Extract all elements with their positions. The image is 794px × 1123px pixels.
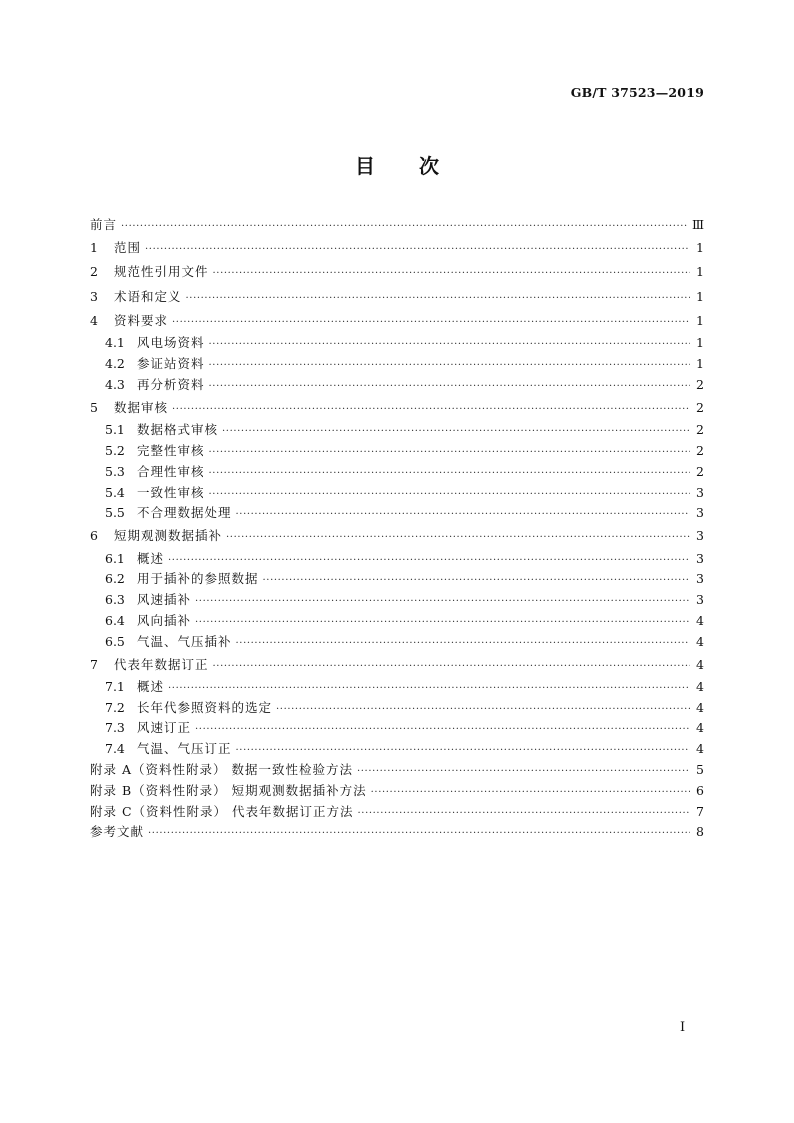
toc-entry[interactable] [90, 441, 704, 462]
toc-entry-title: 气温、气压插补 [137, 633, 232, 649]
toc-title-part2: 次 [419, 154, 439, 178]
toc-entry-number: 5.1 [105, 422, 125, 438]
toc-entry-title: 附录 B（资料性附录） 短期观测数据插补方法 [90, 782, 367, 798]
toc-dot-leader [148, 824, 690, 845]
toc-entry-page: 3 [696, 550, 704, 566]
toc-entry-title: 术语和定义 [114, 288, 182, 304]
toc-entry-page: 2 [696, 442, 704, 458]
toc-title [0, 150, 794, 179]
toc-dot-leader [172, 398, 690, 422]
toc-entry-number: 5 [90, 399, 98, 415]
toc-entry[interactable] [90, 590, 704, 611]
toc-entry-number: 6.1 [105, 550, 125, 566]
toc-entry[interactable] [90, 333, 704, 354]
toc-entry-number: 1 [90, 239, 98, 255]
toc-entry-page: 1 [696, 356, 704, 372]
toc-entry-title: 代表年数据订正 [114, 656, 209, 672]
toc-dot-leader [121, 217, 688, 238]
toc-list [90, 215, 704, 843]
toc-entry-number: 7.4 [105, 741, 125, 757]
toc-entry-title: 风速订正 [137, 720, 192, 736]
toc-entry-title: 完整性审核 [137, 442, 205, 458]
toc-dot-leader [226, 526, 690, 550]
toc-dot-leader [195, 613, 690, 634]
toc-dot-leader [209, 377, 690, 398]
toc-entry[interactable] [90, 215, 704, 236]
toc-entry-title: 附录 C（资料性附录） 代表年数据订正方法 [90, 803, 354, 819]
toc-entry-title: 资料要求 [114, 312, 169, 328]
toc-entry-title: 风速插补 [137, 592, 192, 608]
toc-entry[interactable] [90, 698, 704, 719]
toc-dot-leader [371, 783, 690, 804]
toc-entry-page: 1 [696, 264, 704, 280]
toc-entry-number: 4 [90, 312, 98, 328]
toc-entry-title: 范围 [114, 239, 142, 255]
toc-entry-number: 4.1 [105, 335, 125, 351]
toc-entry-page: 3 [696, 484, 704, 500]
toc-entry-page: 2 [696, 422, 704, 438]
toc-dot-leader [263, 571, 690, 592]
toc-entry-title: 短期观测数据插补 [114, 528, 223, 544]
page-number: I [680, 1020, 686, 1035]
toc-entry-page: 1 [696, 288, 704, 304]
toc-dot-leader [209, 356, 690, 377]
toc-entry-page: 3 [696, 528, 704, 544]
toc-dot-leader [209, 485, 690, 506]
toc-dot-leader [236, 634, 690, 655]
toc-entry-page: 1 [696, 239, 704, 255]
toc-entry-page: 2 [696, 376, 704, 392]
toc-entry-page: 1 [696, 312, 704, 328]
toc-entry-number: 5.5 [105, 505, 125, 521]
toc-entry[interactable] [90, 462, 704, 483]
toc-entry-title: 再分析资料 [137, 376, 205, 392]
standard-number: GB/T 37523—2019 [570, 85, 704, 100]
toc-entry[interactable] [90, 354, 704, 375]
toc-dot-leader [236, 741, 690, 762]
toc-entry-page: 7 [696, 803, 704, 819]
toc-dot-leader [276, 700, 690, 721]
toc-entry-page: Ⅲ [691, 217, 704, 232]
toc-entry-number: 6 [90, 528, 98, 544]
toc-entry[interactable] [90, 611, 704, 632]
toc-entry[interactable] [90, 285, 704, 309]
toc-entry-page: 4 [696, 699, 704, 715]
toc-entry[interactable] [90, 236, 704, 260]
toc-entry-title: 不合理数据处理 [137, 505, 232, 521]
toc-entry-number: 6.3 [105, 592, 125, 608]
toc-entry-title: 长年代参照资料的选定 [137, 699, 273, 715]
toc-entry-page: 3 [696, 571, 704, 587]
toc-entry-title: 风电场资料 [137, 335, 205, 351]
toc-entry-page: 2 [696, 463, 704, 479]
toc-entry[interactable] [90, 549, 704, 570]
toc-entry-title: 数据格式审核 [137, 422, 219, 438]
toc-dot-leader [222, 422, 690, 443]
toc-entry-title: 参考文献 [90, 824, 145, 840]
toc-entry-number: 7 [90, 656, 98, 672]
toc-entry-title: 风向插补 [137, 612, 192, 628]
toc-entry-page: 4 [696, 633, 704, 649]
toc-entry-number: 6.4 [105, 612, 125, 628]
toc-entry-number: 7.1 [105, 678, 125, 694]
toc-entry-page: 1 [696, 335, 704, 351]
toc-entry-page: 4 [696, 720, 704, 736]
toc-entry-number: 7.3 [105, 720, 125, 736]
toc-dot-leader [209, 335, 690, 356]
toc-entry[interactable] [90, 677, 704, 698]
toc-dot-leader [168, 551, 690, 572]
toc-entry-number: 4.3 [105, 376, 125, 392]
toc-dot-leader [209, 443, 690, 464]
toc-entry-page: 2 [696, 399, 704, 415]
toc-entry-number: 5.3 [105, 463, 125, 479]
toc-entry-page: 4 [696, 656, 704, 672]
toc-entry-number: 5.4 [105, 484, 125, 500]
toc-entry-page: 4 [696, 741, 704, 757]
toc-entry[interactable] [90, 260, 704, 284]
toc-entry-title: 一致性审核 [137, 484, 205, 500]
toc-entry-title: 数据审核 [114, 399, 169, 415]
toc-entry[interactable] [90, 483, 704, 504]
toc-entry[interactable] [90, 375, 704, 396]
toc-dot-leader [168, 679, 690, 700]
toc-entry[interactable] [90, 309, 704, 333]
toc-dot-leader [358, 804, 690, 825]
toc-entry-title: 用于插补的参照数据 [137, 571, 259, 587]
toc-entry[interactable] [90, 760, 704, 781]
toc-entry[interactable] [90, 396, 704, 420]
toc-entry[interactable] [90, 524, 704, 548]
toc-dot-leader [213, 655, 690, 679]
toc-dot-leader [145, 238, 690, 262]
toc-entry[interactable] [90, 822, 704, 843]
toc-dot-leader [213, 262, 690, 286]
toc-entry[interactable] [90, 718, 704, 739]
toc-entry-title: 前言 [90, 217, 118, 232]
toc-dot-leader [357, 762, 690, 783]
toc-dot-leader [195, 592, 690, 613]
toc-entry[interactable] [90, 569, 704, 590]
toc-entry-number: 6.5 [105, 633, 125, 649]
toc-entry-number: 3 [90, 288, 98, 304]
toc-entry-number: 5.2 [105, 442, 125, 458]
toc-entry-title: 概述 [137, 678, 165, 694]
toc-entry-number: 7.2 [105, 699, 125, 715]
toc-entry-page: 4 [696, 612, 704, 628]
toc-title-part1: 目 [355, 154, 375, 178]
toc-entry-title: 参证站资料 [137, 356, 205, 372]
toc-entry-page: 3 [696, 505, 704, 521]
toc-entry[interactable] [90, 781, 704, 802]
toc-entry-title: 概述 [137, 550, 165, 566]
toc-entry[interactable] [90, 653, 704, 677]
toc-entry[interactable] [90, 420, 704, 441]
toc-entry[interactable] [90, 802, 704, 823]
toc-dot-leader [186, 287, 690, 311]
toc-entry-page: 8 [696, 824, 704, 840]
toc-entry[interactable] [90, 739, 704, 760]
toc-entry-number: 2 [90, 264, 98, 280]
toc-dot-leader [172, 311, 690, 335]
toc-entry[interactable] [90, 632, 704, 653]
toc-entry-title: 附录 A（资料性附录） 数据一致性检验方法 [90, 762, 353, 778]
toc-entry-title: 合理性审核 [137, 463, 205, 479]
toc-dot-leader [195, 720, 690, 741]
toc-entry[interactable] [90, 503, 704, 524]
toc-entry-page: 5 [696, 762, 704, 778]
toc-dot-leader [209, 464, 690, 485]
toc-entry-page: 6 [696, 782, 704, 798]
toc-entry-title: 规范性引用文件 [114, 264, 209, 280]
toc-entry-number: 6.2 [105, 571, 125, 587]
toc-entry-page: 4 [696, 678, 704, 694]
toc-dot-leader [236, 505, 690, 526]
toc-entry-number: 4.2 [105, 356, 125, 372]
toc-entry-title: 气温、气压订正 [137, 741, 232, 757]
toc-entry-page: 3 [696, 592, 704, 608]
